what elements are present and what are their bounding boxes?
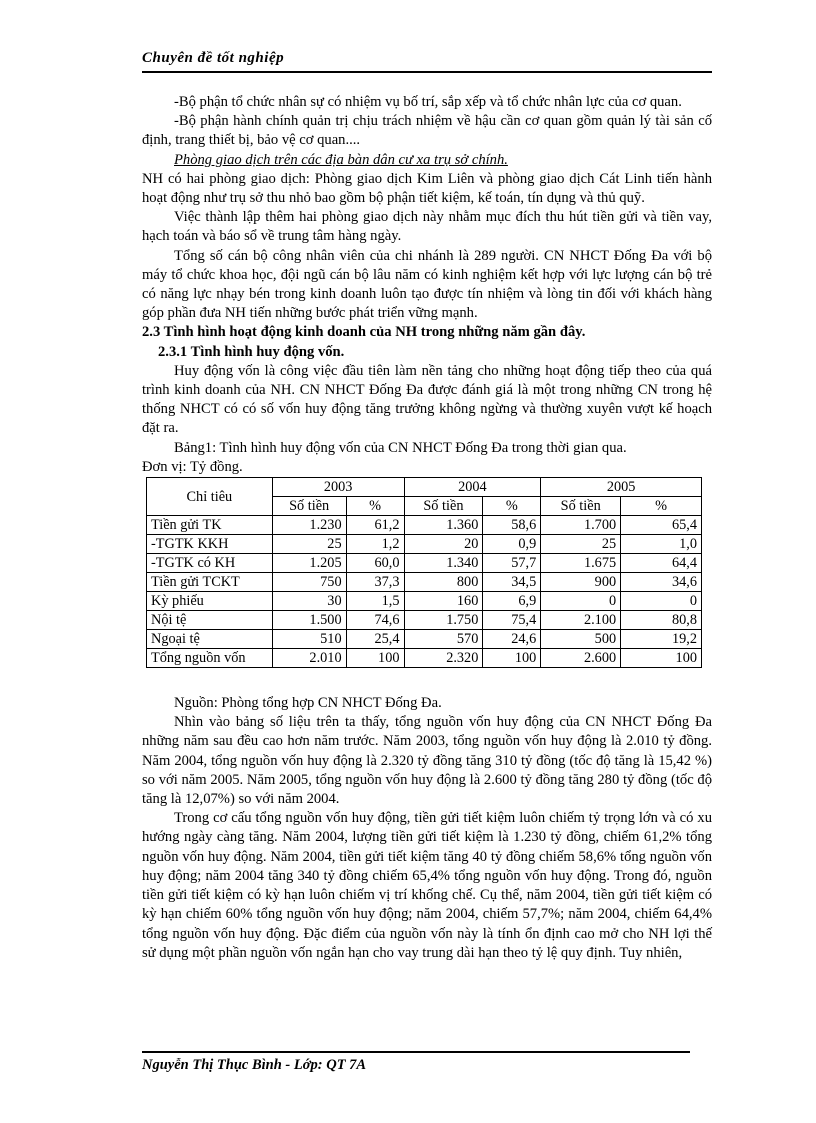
subsection-heading: 2.3.1 Tình hình huy động vốn. [158,343,345,360]
header-percent: % [346,497,404,516]
table-row [147,611,702,630]
cell-amount: 750 [272,573,346,592]
cell-amount: 2.320 [404,649,483,668]
capital-mobilization-table [146,477,702,668]
cell-percent: 61,2 [346,516,404,535]
cell-amount: 900 [541,573,621,592]
table-source: Nguồn: Phòng tổng hợp CN NHCT Đống Đa. [174,695,442,712]
table-caption: Bảng1: Tình hình huy động vốn của CN NHCT Đống Đa trong thời gian qua. [174,439,627,456]
cell-amount: 1.750 [404,611,483,630]
cell-percent: 6,9 [483,592,541,611]
table-body [147,516,702,668]
cell-amount: 30 [272,592,346,611]
header-amount: Số tiền [404,497,483,516]
cell-amount: 25 [541,535,621,554]
cell-percent: 57,7 [483,554,541,573]
cell-amount: 1.340 [404,554,483,573]
cell-amount: 160 [404,592,483,611]
cell-percent: 100 [621,649,702,668]
cell-percent: 1,0 [621,535,702,554]
row-label: -TGTK KKH [147,535,273,554]
cell-percent: 80,8 [621,611,702,630]
page-header: Chuyên đề tốt nghiệp [142,50,285,66]
cell-amount: 510 [272,630,346,649]
cell-percent: 1,2 [346,535,404,554]
row-label: Nội tệ [147,611,273,630]
cell-amount: 1.700 [541,516,621,535]
table-row [147,516,702,535]
header-year: 2005 [541,478,702,497]
page-content [142,93,712,963]
cell-percent: 100 [483,649,541,668]
footer-rule [142,1051,690,1053]
cell-percent: 34,6 [621,573,702,592]
cell-percent: 0 [621,592,702,611]
header-amount: Số tiền [272,497,346,516]
section-heading: 2.3 Tình hình hoạt động kinh doanh của NH trong những năm gần đây. [142,324,586,341]
header-year: 2004 [404,478,541,497]
table-row [147,649,702,668]
row-label: Tổng nguồn vốn [147,649,273,668]
row-label: Ngoại tệ [147,630,273,649]
cell-amount: 2.010 [272,649,346,668]
cell-percent: 1,5 [346,592,404,611]
paragraph: Việc thành lập thêm hai phòng giao dịch này nhằm mục đích thu hút tiền gửi và tiền vay, hạch toán và báo sổ về trung tâm hàng ngày. [142,209,712,245]
paragraph: -Bộ phận hành chính quản trị chịu trách nhiệm về hậu cần cơ quan gồm quản lý tài sản cố định, trang thiết bị, bảo vệ cơ quan.... [142,113,712,149]
cell-percent: 24,6 [483,630,541,649]
cell-percent: 25,4 [346,630,404,649]
cell-percent: 100 [346,649,404,668]
cell-amount: 1.360 [404,516,483,535]
paragraph: Huy động vốn là công việc đầu tiên làm nền tảng cho những hoạt động tiếp theo của quá trình kinh doanh của NH. CN NHCT Đống Đa được đánh giá là một trong những CN trong hệ thống NHCT có có số vốn huy động tăng trưởng không ngừng và thường xuyên vượt kế hoạch đặt ra. [142,362,712,437]
paragraph: Nhìn vào bảng số liệu trên ta thấy, tổng nguồn vốn huy động của CN NHCT Đống Đa những năm sau đều cao hơn năm trước. Năm 2003, tổng nguồn vốn huy động là 2.010 tỷ đồng. Năm 2004, tổng nguồn vốn huy động là 2.320 tỷ đồng tăng 310 tỷ đồng (tốc độ tăng là 15,42 %) so với năm 2005. Năm 2005, tổng nguồn vốn huy động là 2.600 tỷ đồng tăng 280 tỷ đồng (tốc độ tăng là 12,07%) so với năm 2004. [142,714,712,808]
row-label: Tiền gửi TK [147,516,273,535]
page-footer: Nguyễn Thị Thục Bình - Lớp: QT 7A [142,1057,367,1073]
table-row [147,535,702,554]
table-unit: Đơn vị: Tỷ đồng. [142,458,243,475]
header-rule [142,71,712,73]
header-year: 2003 [272,478,404,497]
row-label: Kỳ phiếu [147,592,273,611]
cell-amount: 20 [404,535,483,554]
subheading-branch-offices: Phòng giao dịch trên các địa bàn dân cư xa trụ sở chính. [174,151,508,168]
cell-percent: 34,5 [483,573,541,592]
paragraph: Trong cơ cấu tổng nguồn vốn huy động, tiền gửi tiết kiệm luôn chiếm tỷ trọng lớn và có xu hướng ngày càng tăng. Năm 2004, lượng tiền gửi tiết kiệm là 1.230 tỷ đồng, chiếm 61,2% tổng nguồn vốn huy động. Năm 2004, tiền gửi tiết kiệm tăng 40 tỷ đồng chiếm 58,6% tổng nguồn vốn huy động; năm 2004 tăng 340 tỷ đồng chiếm 65,4% tổng nguồn vốn huy động. Trong đó, nguồn tiền gửi tiết kiệm có kỳ hạn luôn chiếm vị trí khống chế. Cụ thể, năm 2004, tiền gửi tiết kiệm có kỳ hạn chiếm 60% tổng nguồn vốn huy động; năm 2004, chiếm 57,7%; năm 2004, chiếm 64,4% tổng nguồn vốn huy động. Đặc điểm của nguồn vốn này là tính ổn định cao mở cho NH lợi thế sử dụng một phần nguồn vốn ngắn hạn cho vay trung dài hạn theo tỷ lệ quy định. Tuy nhiên, [142,810,712,961]
row-label: -TGTK có KH [147,554,273,573]
cell-amount: 1.230 [272,516,346,535]
row-label: Tiền gửi TCKT [147,573,273,592]
table-row [147,554,702,573]
cell-amount: 2.100 [541,611,621,630]
cell-amount: 25 [272,535,346,554]
table-row [147,592,702,611]
table-row [147,573,702,592]
cell-amount: 2.600 [541,649,621,668]
spacer [142,668,712,694]
cell-amount: 1.205 [272,554,346,573]
header-indicator: Chỉ tiêu [147,478,273,516]
cell-percent: 65,4 [621,516,702,535]
cell-amount: 1.500 [272,611,346,630]
cell-percent: 75,4 [483,611,541,630]
cell-amount: 800 [404,573,483,592]
cell-percent: 74,6 [346,611,404,630]
cell-percent: 37,3 [346,573,404,592]
cell-percent: 0,9 [483,535,541,554]
header-percent: % [621,497,702,516]
cell-percent: 60,0 [346,554,404,573]
header-percent: % [483,497,541,516]
cell-percent: 64,4 [621,554,702,573]
cell-amount: 570 [404,630,483,649]
paragraph: -Bộ phận tổ chức nhân sự có nhiệm vụ bố trí, sắp xếp và tổ chức nhân lực của cơ quan. [174,94,682,110]
cell-percent: 19,2 [621,630,702,649]
table-row [147,630,702,649]
paragraph: NH có hai phòng giao dịch: Phòng giao dịch Kim Liên và phòng giao dịch Cát Linh tiến hành hoạt động như trụ sở thu nhỏ bao gồm bộ phận tiết kiệm, kế toán, tín dụng và thủ quỹ. [142,170,712,207]
cell-amount: 500 [541,630,621,649]
cell-percent: 58,6 [483,516,541,535]
header-amount: Số tiền [541,497,621,516]
cell-amount: 0 [541,592,621,611]
paragraph: Tổng số cán bộ công nhân viên của chi nhánh là 289 người. CN NHCT Đống Đa với bộ máy tổ chức khoa học, đội ngũ cán bộ lâu năm có kinh nghiệm kết hợp với lực lượng cán bộ trẻ có năng lực nhạy bén trong kinh doanh luôn tạo được tín nhiệm và lòng tin đối với khách hàng góp phần đưa NH tiến những bước phát triển vững mạnh. [142,247,712,322]
cell-amount: 1.675 [541,554,621,573]
